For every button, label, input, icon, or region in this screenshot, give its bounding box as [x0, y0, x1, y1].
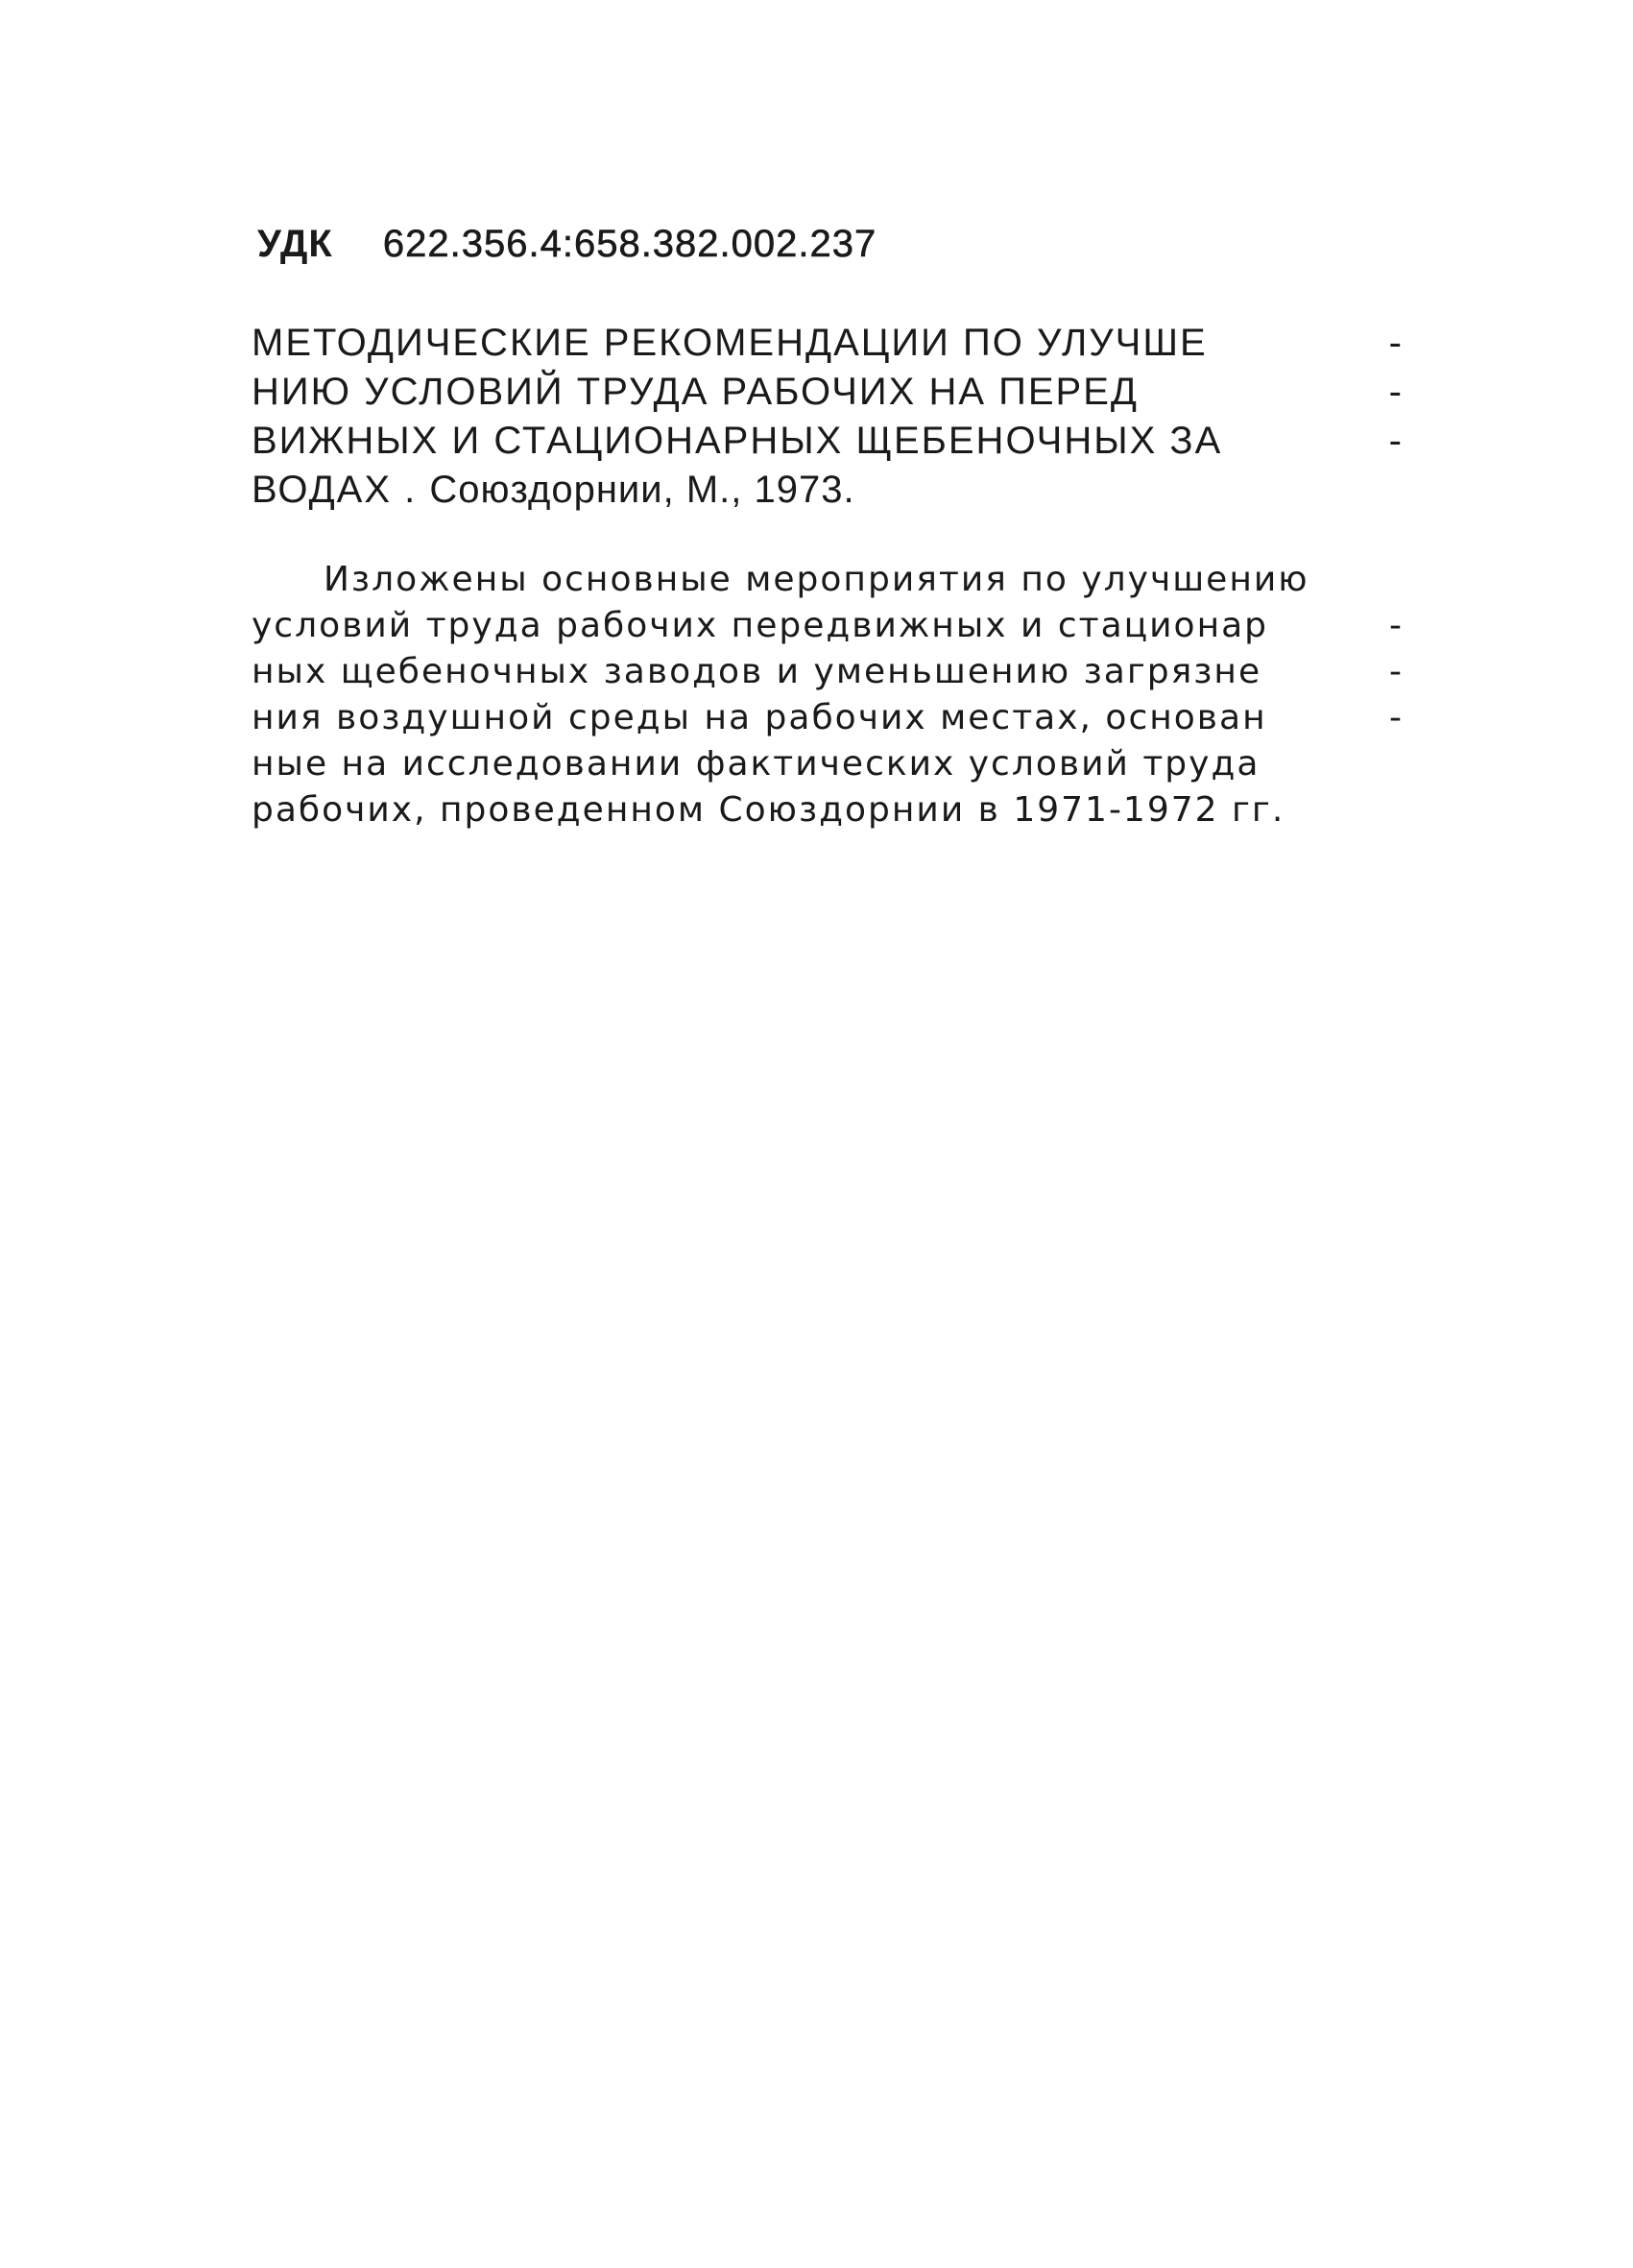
title-line	[252, 368, 1404, 417]
abstract-line-hyphen: -	[1389, 698, 1404, 737]
publication-info: Союздорнии, М., 1973.	[429, 469, 855, 511]
title-line-hyphen: -	[1388, 420, 1404, 462]
abstract-line-text: ния воздушной среды на рабочих местах, основан	[252, 698, 1267, 737]
abstract-line-text: ные на исследовании фактических условий труда	[252, 744, 1261, 784]
abstract-line	[252, 649, 1404, 695]
abstract-line-hyphen: -	[1389, 652, 1404, 691]
abstract-line	[252, 741, 1404, 787]
title-line-text: НИЮ УСЛОВИЙ ТРУДА РАБОЧИХ НА ПЕРЕД	[252, 371, 1139, 413]
udk-label: УДК	[257, 223, 333, 265]
udk-code: 622.356.4:658.382.002.237	[382, 223, 877, 265]
title-last-line-text: ВОДАХ .	[252, 469, 418, 511]
title-line-hyphen: -	[1388, 322, 1404, 364]
abstract-line-text: ных щебеночных заводов и уменьшению загрязне	[252, 652, 1262, 691]
title-line	[252, 319, 1404, 368]
abstract-line-text: Изложены основные мероприятия по улучшению	[324, 560, 1309, 599]
abstract-paragraph	[252, 557, 1404, 833]
title-line-text: ВИЖНЫХ И СТАЦИОНАРНЫХ ЩЕБЕНОЧНЫХ ЗА	[252, 420, 1223, 462]
udk-classification	[257, 223, 877, 266]
title-last-line	[252, 466, 1404, 515]
abstract-last-line	[252, 787, 1404, 833]
abstract-line-text: рабочих, проведенном Союздорнии в 1971-1972 гг.	[252, 790, 1285, 830]
abstract-line	[252, 557, 1404, 603]
abstract-line	[252, 695, 1404, 741]
abstract-line-text: условий труда рабочих передвижных и стационар	[252, 606, 1269, 645]
title-line-text: МЕТОДИЧЕСКИЕ РЕКОМЕНДАЦИИ ПО УЛУЧШЕ	[252, 322, 1208, 364]
abstract-line-hyphen: -	[1389, 606, 1404, 645]
abstract-line	[252, 603, 1404, 649]
title-line-hyphen: -	[1388, 371, 1404, 413]
document-title	[252, 319, 1404, 515]
title-line	[252, 417, 1404, 466]
